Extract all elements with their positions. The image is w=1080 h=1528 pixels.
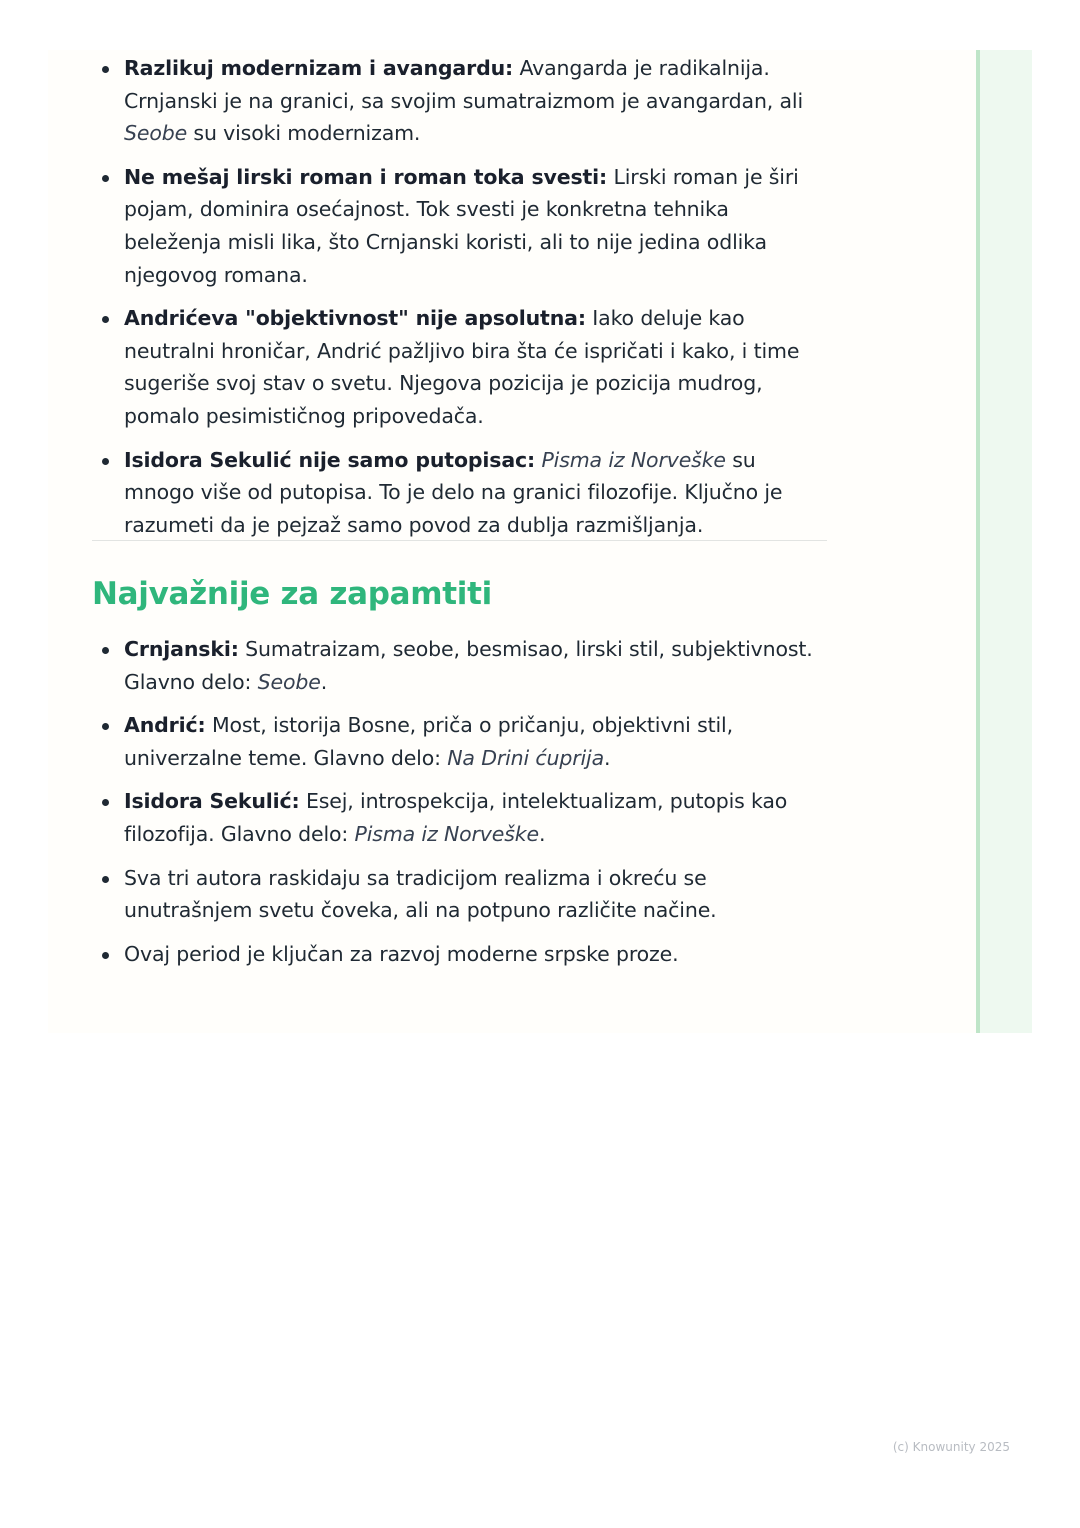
item-bold-lead: Andrić: xyxy=(124,713,206,738)
list-item xyxy=(92,633,832,698)
item-text: Esej, introspekcija, intelektualizam, putopis kao filozofija. Glavno delo: xyxy=(124,789,788,846)
item-text-tail: su mnogo više od putopisa. To je delo na granici filozofije. Ključno je razumeti da je pejzaž samo povod za dublja razmišljanja. xyxy=(124,447,783,537)
list-item xyxy=(92,938,832,971)
list-item xyxy=(92,161,832,291)
item-bold-lead: Crnjanski: xyxy=(124,637,239,661)
item-text: Ovaj period je ključan za razvoj moderne srpske proze. xyxy=(124,941,679,966)
item-italic-title: Pisma iz Norveške xyxy=(541,447,726,472)
item-text-tail: su visoki modernizam. xyxy=(187,121,421,146)
list-item xyxy=(92,709,832,774)
item-text: Sumatraizam, seobe, besmisao, lirski stil, subjektivnost. Glavno delo: xyxy=(124,637,813,694)
item-text: Most, istorija Bosne, priča o pričanju, objektivni stil, univerzalne teme. Glavno delo: xyxy=(124,713,733,770)
list-item xyxy=(92,52,832,150)
item-text-tail: . xyxy=(604,745,611,770)
list-item xyxy=(92,302,832,432)
list-item xyxy=(92,444,832,542)
list-item xyxy=(92,785,832,850)
copyright-notice: (c) Knowunity 2025 xyxy=(892,1440,1010,1454)
item-italic-title: Pisma iz Norveške xyxy=(354,821,539,846)
item-italic-title: Na Drini ćuprija xyxy=(447,745,605,770)
item-text-tail: . xyxy=(320,669,328,694)
item-italic-title: Seobe xyxy=(124,121,188,146)
section-divider xyxy=(92,540,827,541)
list-item xyxy=(92,862,832,927)
item-text: Iako deluje kao neutralni hroničar, Andrić pažljivo bira šta će ispričati i kako, i time sugeriše svoj stav o svetu. Njegova pozicija je pozicija mudrog, pomalo pesimističnog pripovedača. xyxy=(124,306,800,428)
item-bold-lead: Razlikuj modernizam i avangardu: xyxy=(124,56,514,80)
item-bold-lead: Isidora Sekulić: xyxy=(124,789,300,814)
item-text: Avangarda je radikalnija. Crnjanski je na granici, sa svojim sumatraizmom je avangardan, ali xyxy=(124,56,804,113)
side-accent-strip xyxy=(976,50,1032,1033)
summary-list xyxy=(92,633,832,981)
item-text: Sva tri autora raskidaju sa tradicijom realizma i okreću se unutrašnjem svetu čoveka, ali na potpuno različite načine. xyxy=(124,865,717,923)
tips-list xyxy=(92,52,832,552)
item-bold-lead: Isidora Sekulić nije samo putopisac: xyxy=(124,447,536,472)
item-text-tail: . xyxy=(538,821,546,846)
item-bold-lead: Ne mešaj lirski roman i roman toka svesti: xyxy=(124,164,608,189)
section-heading: Najvažnije za zapamtiti xyxy=(92,576,492,612)
item-text: Lirski roman je širi pojam, dominira osećajnost. Tok svesti je konkretna tehnika beleženja misli lika, što Crnjanski koristi, ali to nije jedina odlika njegovog romana. xyxy=(124,164,799,287)
item-italic-title: Seobe xyxy=(257,669,321,694)
item-bold-lead: Andrićeva "objektivnost" nije apsolutna: xyxy=(124,306,586,331)
